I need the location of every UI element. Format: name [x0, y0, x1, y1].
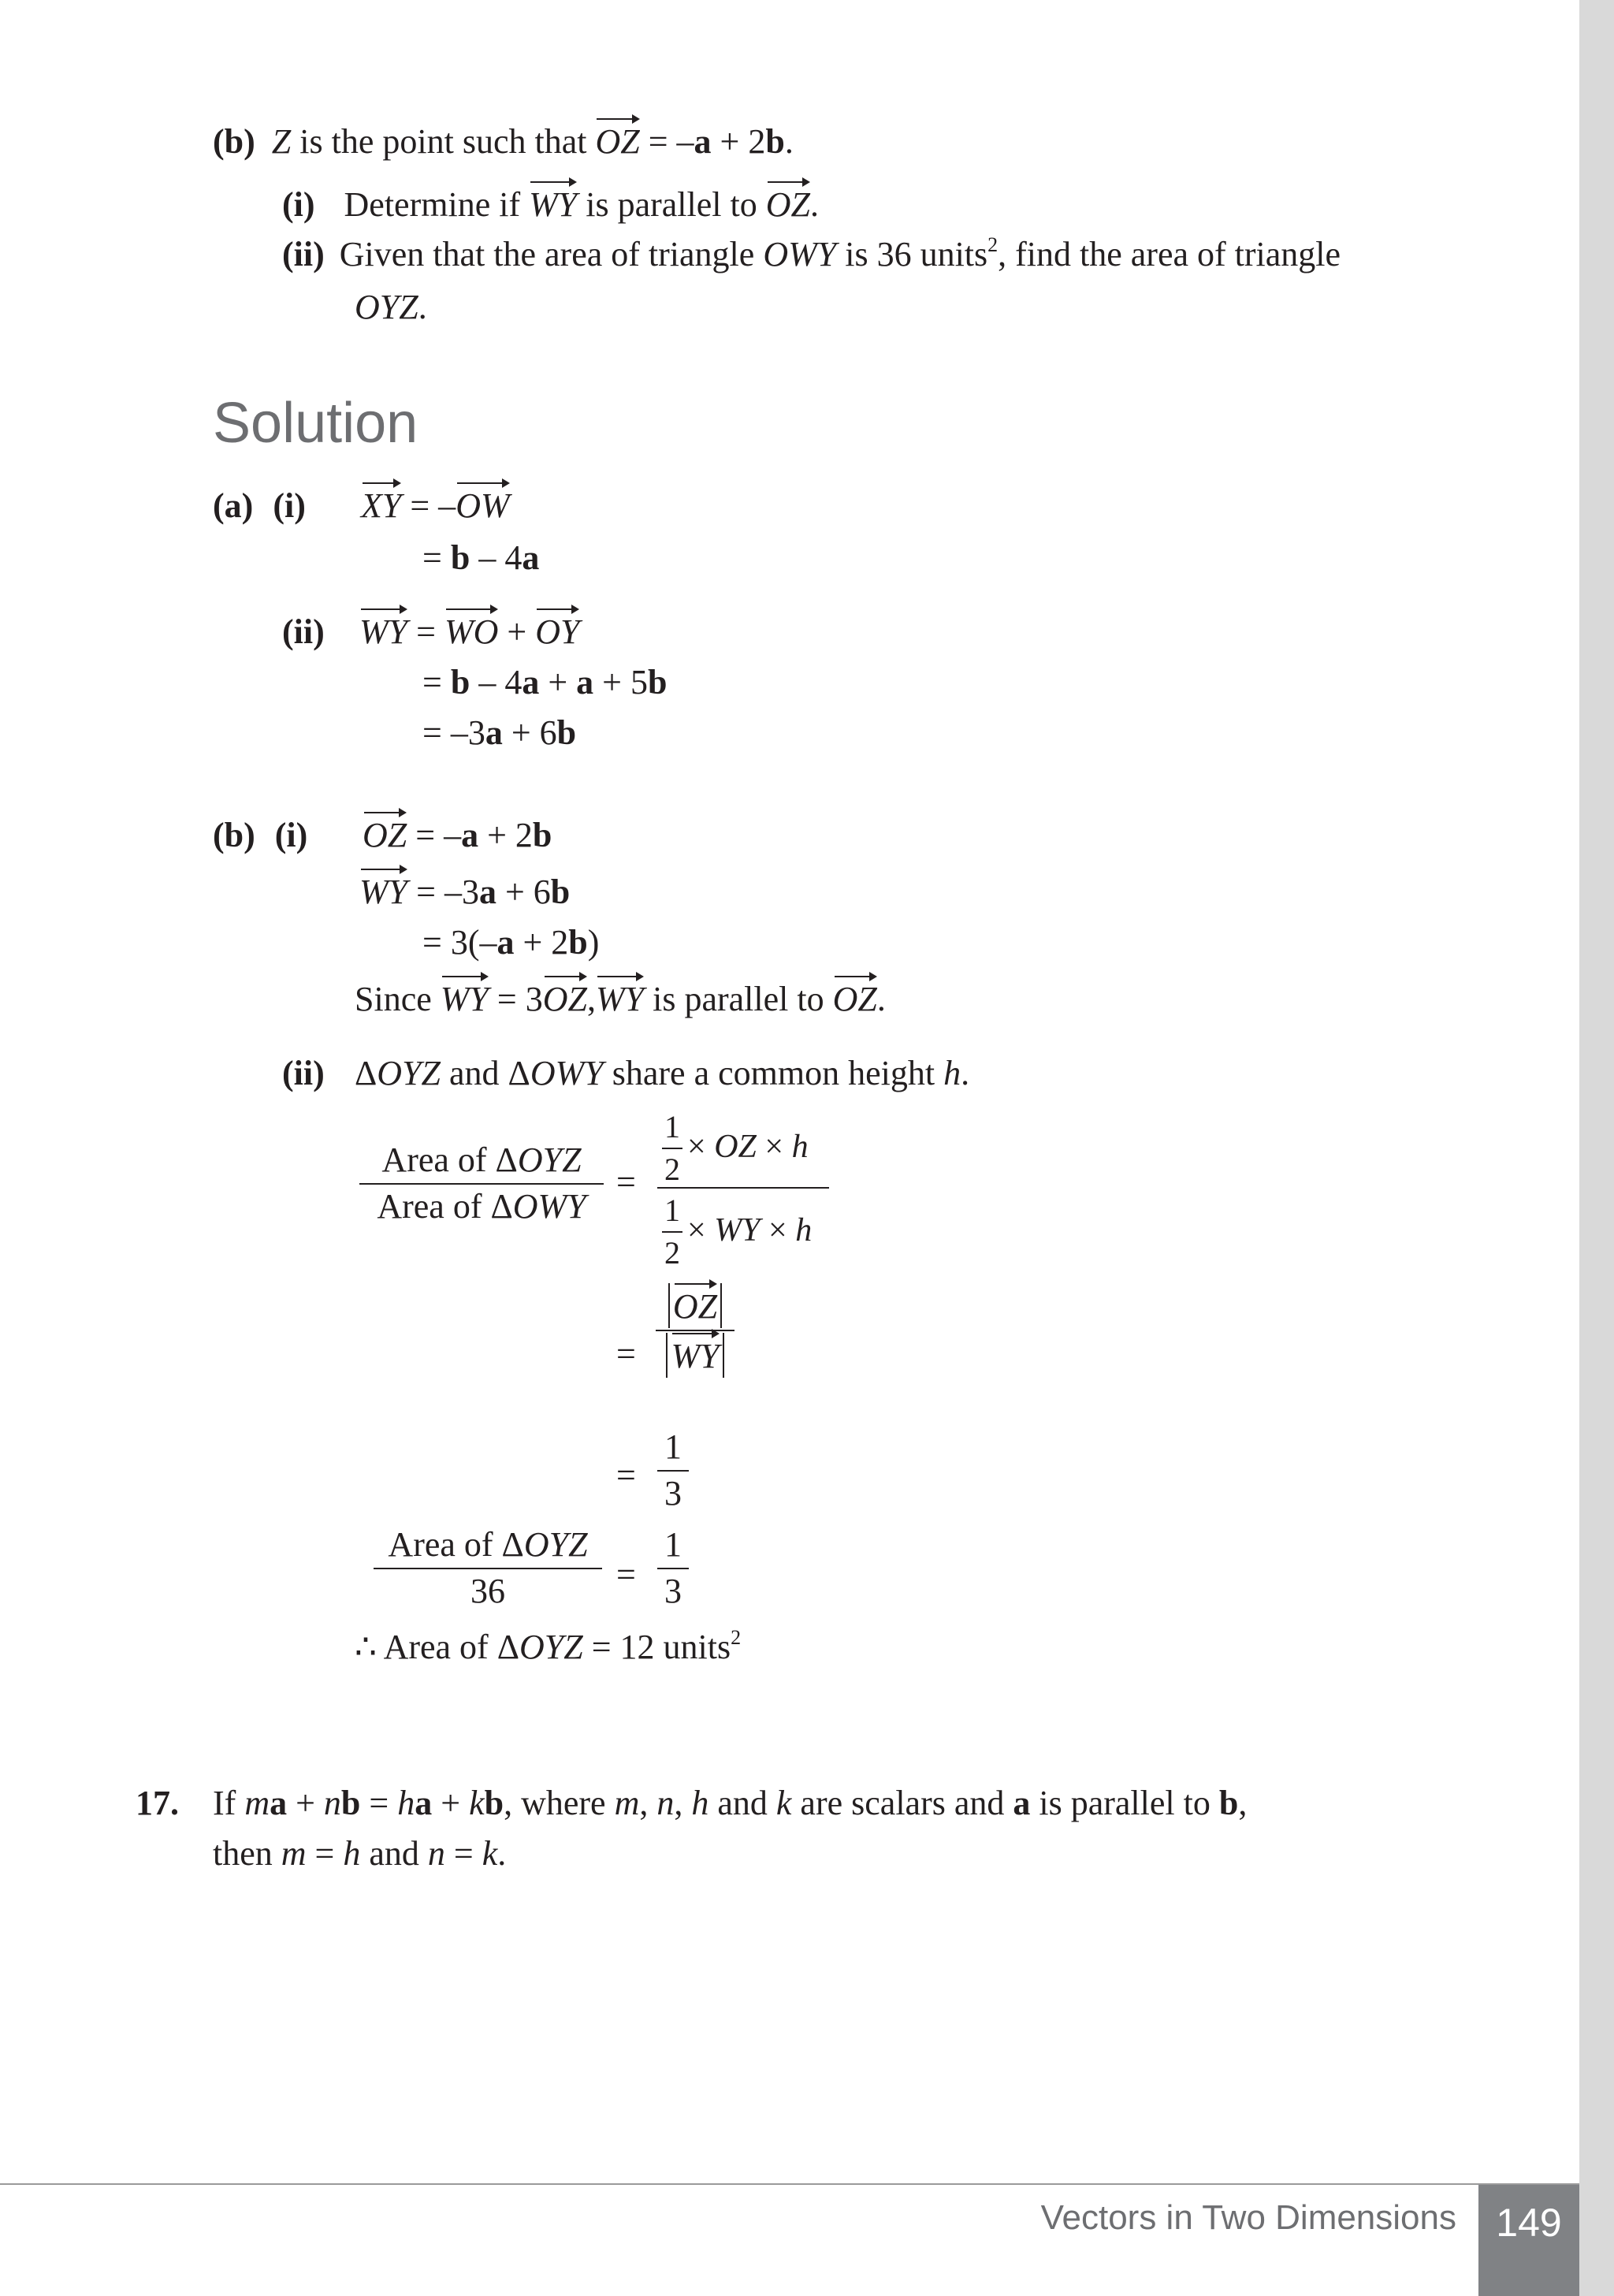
question-b-i: (i) Determine if WY is parallel to OZ. [282, 184, 819, 226]
footer-chapter-title: Vectors in Two Dimensions [1040, 2198, 1456, 2237]
final-answer: ∴ Area of ΔOYZ = 12 units$^2$ [355, 1626, 742, 1666]
question-b-ii-cont: OYZ. [355, 288, 427, 326]
vector-xy: XY [361, 486, 401, 527]
sol-b-i-line3: = 3(–a + 2b) [422, 923, 600, 962]
magnitude-fraction: OZ WY [656, 1283, 734, 1378]
one-third-fraction: 1 3 [657, 1524, 689, 1613]
sol-b-label: (b) (i) [213, 816, 308, 854]
question-b-ii: (ii) Given that the area of triangle OWY is 36 units$^2$, find the area of triangle [282, 233, 1341, 274]
area-ratio-fraction: Area of ΔOYZ Area of ΔOWY [359, 1140, 604, 1228]
page-number: 149 [1496, 2201, 1562, 2245]
vector-wy: WY [441, 979, 489, 1021]
vector-oz: OZ [833, 979, 877, 1021]
solution-heading: Solution [213, 392, 418, 455]
one-third-fraction: 1 3 [657, 1427, 689, 1515]
question-b-stem: (b) Z is the point such that OZ = –a + 2b. [213, 121, 794, 163]
q17-line2: then m = h and n = k. [213, 1834, 507, 1873]
equals-sign: = [616, 1163, 636, 1201]
sol-a-ii-line2: = b – 4a + a + 5b [422, 663, 668, 701]
q17-number: 17. [136, 1784, 179, 1822]
sol-b-i-line4: Since WY = 3OZ,WY is parallel to OZ. [355, 979, 886, 1021]
sol-a-label: (a) (i) [213, 486, 306, 525]
vector-oz: OZ [543, 979, 587, 1021]
q17-line1: If ma + nb = ha + kb, where m, n, h and k are scalars and a is parallel to b, [213, 1784, 1248, 1822]
sol-b-i-line1: OZ = –a + 2b [363, 815, 552, 857]
vector-oy: OY [535, 612, 579, 653]
sol-b-ii-line1: ΔOYZ and ΔOWY share a common height h. [355, 1054, 970, 1092]
equals-sign: = [616, 1555, 636, 1594]
vector-oz: OZ [363, 815, 407, 857]
footer-rule [0, 2183, 1579, 2185]
page-edge-strip [1579, 0, 1614, 2296]
sol-a-ii-line1: WY = WO + OY [359, 612, 579, 653]
vector-oz: OZ [595, 121, 639, 163]
equals-sign: = [616, 1334, 636, 1373]
vector-wy: WY [359, 612, 407, 653]
vector-wy: WY [359, 872, 407, 914]
sol-b-ii-label: (ii) [282, 1054, 325, 1092]
equals-sign: = [616, 1456, 636, 1494]
vector-wo: WO [444, 612, 498, 653]
vector-wy: WY [596, 979, 644, 1021]
area-over-36-fraction: Area of ΔOYZ 36 [374, 1524, 602, 1613]
half-times-fraction: 1 2 × OZ × h 1 2 × WY × h [657, 1103, 831, 1285]
sol-a-i-line2: = b – 4a [422, 538, 540, 577]
page-number-box [1478, 2185, 1579, 2296]
sol-a-ii-label: (ii) [282, 612, 325, 651]
sol-a-ii-line3: = –3a + 6b [422, 713, 577, 752]
sol-b-i-line2: WY = –3a + 6b [359, 872, 570, 914]
vector-ow: OW [456, 486, 509, 527]
sol-a-i-line1: XY = –OW [361, 486, 510, 527]
vector-wy: WY [529, 184, 577, 226]
vector-oz: OZ [766, 184, 810, 226]
